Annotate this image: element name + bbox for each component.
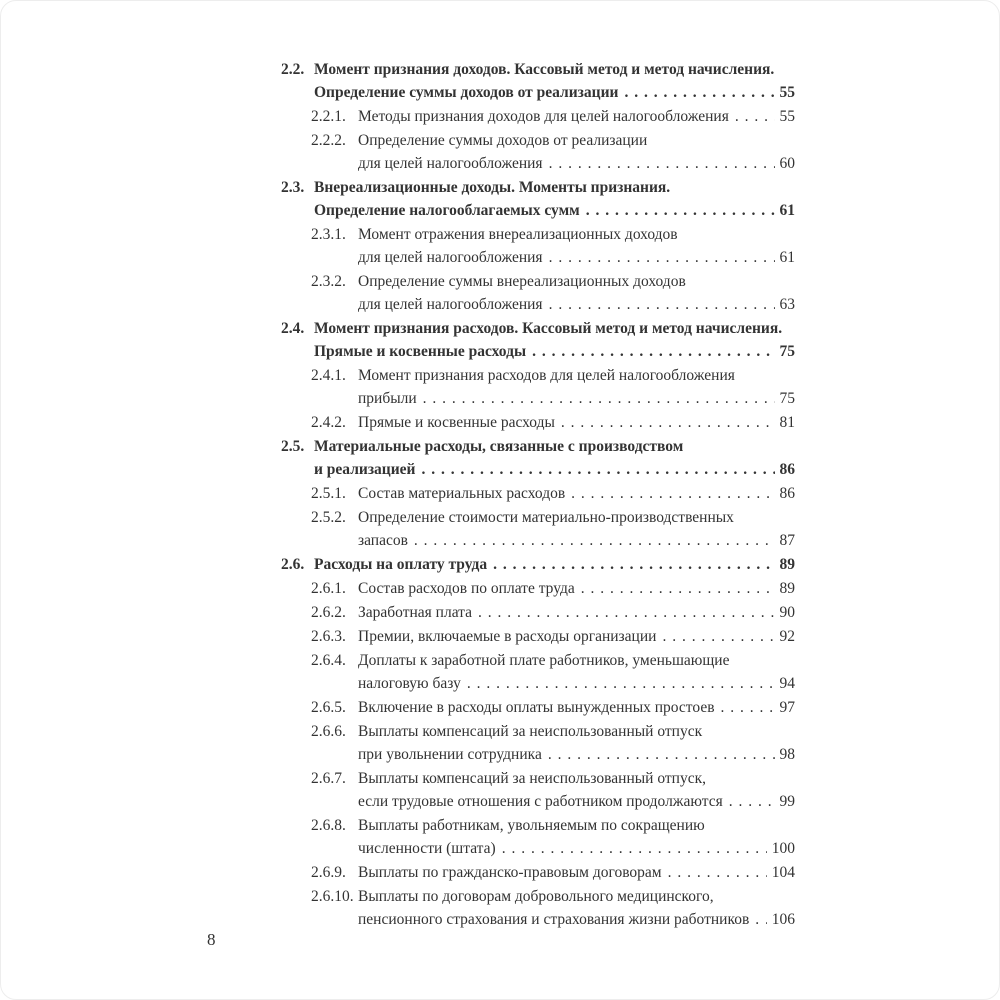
toc-entry-page: 104 [771,864,795,881]
toc-entry-title: Методы признания доходов для целей налогообложения [358,108,729,125]
toc-entry-number: 2.5. [281,438,305,455]
dot-leader [549,293,775,316]
toc-entry-line [314,176,795,199]
toc-entry-page: 99 [779,793,795,810]
toc-entry-line [358,790,795,813]
toc-entry-number: 2.3.2. [311,273,346,290]
toc-entry [281,58,795,104]
toc-entry-number: 2.6.10. [311,888,354,905]
toc-entry-page: 97 [779,699,795,716]
toc-entry [311,601,795,624]
toc-entry-line [358,908,795,931]
toc-entry-title: Состав материальных расходов [358,485,566,502]
toc-entry-title: для целей налогообложения [358,296,543,313]
toc-entry-title: Определение суммы внереализационных доходов [358,273,686,290]
toc-entry [311,105,795,128]
toc-entry-title: Момент признания доходов. Кассовый метод и метод начисления. [314,61,775,78]
toc-entry-line [358,672,795,695]
toc-entry-title: запасов [358,532,408,549]
dot-leader [478,601,774,624]
toc-entry-title: Расходы на оплату труда [314,556,488,573]
dot-leader [502,837,767,860]
toc-entry-lines [314,58,795,104]
toc-entry-lines [358,625,795,648]
toc-entry-number: 2.6.9. [311,864,346,881]
toc-entry-lines [314,176,795,222]
toc-entry-title: прибыли [358,390,417,407]
toc-entry-title: если трудовые отношения с работником продолжаются [358,793,723,810]
toc-entry [311,767,795,813]
toc-entry-lines [314,553,795,576]
dot-leader [532,340,774,363]
dot-leader [414,529,775,552]
toc-entry-line [358,743,795,766]
toc-entry [311,861,795,884]
toc-entry-page: 61 [779,249,795,266]
toc-entry-lines [358,720,795,766]
toc-entry-line [314,340,795,363]
toc-entry-line [358,885,795,908]
toc-entry-title: для целей налогообложения [358,249,543,266]
dot-leader [423,387,775,410]
toc-entry-title: и реализацией [314,461,416,478]
dot-leader [561,411,775,434]
toc-entry-line [358,861,795,884]
toc-entry-lines [358,105,795,128]
toc-entry-page: 90 [779,604,795,621]
toc-entry-page: 89 [779,580,795,597]
toc-entry-title: Определение суммы доходов от реализации [358,132,648,149]
toc-entry-title: Момент признания расходов. Кассовый метод и метод начисления. [314,320,783,337]
toc-entry-line [314,458,795,481]
toc-entry [311,129,795,175]
toc-entry-page: 55 [779,108,795,125]
toc-entry-number: 2.6.3. [311,628,346,645]
toc-entry-lines [358,129,795,175]
toc-entry-number: 2.3.1. [311,226,346,243]
toc-entry-title: Премии, включаемые в расходы организации [358,628,657,645]
toc-entry-line [314,553,795,576]
toc-entry-line [358,529,795,552]
toc-entry [311,814,795,860]
toc-entry-lines [358,814,795,860]
toc-entry-title: Выплаты компенсаций за неиспользованный отпуск, [358,770,706,787]
toc-entry-number: 2.2. [281,61,305,78]
toc-entry-lines [358,861,795,884]
toc-entry-line [314,317,795,340]
toc-entry-line [358,246,795,269]
toc-entry-number: 2.4.1. [311,367,346,384]
toc-entry-title: пенсионного страхования и страхования жизни работников [358,911,750,928]
dot-leader [624,81,774,104]
dot-leader [467,672,775,695]
dot-leader [586,199,775,222]
dot-leader [662,625,774,648]
toc-entry-line [358,767,795,790]
toc-entry-page: 94 [779,675,795,692]
toc-entry-page: 100 [771,840,795,857]
toc-entry-line [358,506,795,529]
toc-entry-number: 2.4.2. [311,414,346,431]
toc-entry [281,553,795,576]
toc-entry-title: Определение суммы доходов от реализации [314,84,619,101]
toc-entry-number: 2.2.2. [311,132,346,149]
toc-entry-title: Состав расходов по оплате труда [358,580,575,597]
toc-entry-page: 55 [779,84,795,101]
toc-entry-page: 63 [779,296,795,313]
toc-entry-lines [358,767,795,813]
toc-entry-line [358,625,795,648]
toc-entry-lines [314,317,795,363]
toc-entry-title: Внереализационные доходы. Моменты признания. [314,179,671,196]
toc-entry-number: 2.6.4. [311,652,346,669]
toc-entry-page: 92 [779,628,795,645]
toc-entry-title: Материальные расходы, связанные с производством [314,438,684,455]
toc-entry-line [314,199,795,222]
toc-entry-title: Выплаты компенсаций за неиспользованный отпуск [358,723,703,740]
dot-leader [493,553,774,576]
toc-entry [281,176,795,222]
toc-entry [311,506,795,552]
toc-entry-title: Включение в расходы оплаты вынужденных простоев [358,699,715,716]
toc-entry-title: Определение налогооблагаемых сумм [314,202,580,219]
toc-list [281,58,795,932]
toc-entry [311,364,795,410]
toc-entry-line [358,482,795,505]
dot-leader [755,908,766,931]
toc-entry [281,317,795,363]
toc-entry-line [358,129,795,152]
dot-leader [571,482,774,505]
toc-entry-page: 60 [779,155,795,172]
toc-entry [311,223,795,269]
toc-entry-lines [358,482,795,505]
toc-entry [311,885,795,931]
dot-leader [421,458,774,481]
toc-entry [311,625,795,648]
toc-entry-lines [358,885,795,931]
dot-leader [729,790,775,813]
toc-entry-page: 61 [779,202,795,219]
toc-entry-lines [358,696,795,719]
toc-entry-title: Доплаты к заработной плате работников, уменьшающие [358,652,730,669]
toc-entry-line [358,105,795,128]
dot-leader [735,105,775,128]
toc-entry-line [358,411,795,434]
toc-entry [311,649,795,695]
toc-entry [311,270,795,316]
toc-entry-line [314,435,795,458]
toc-entry-line [358,720,795,743]
toc-entry-title: Выплаты по договорам добровольного медицинского, [358,888,714,905]
toc-entry-title: Выплаты по гражданско-правовым договорам [358,864,662,881]
toc-entry-page: 81 [779,414,795,431]
toc-entry-line [358,152,795,175]
toc-entry-lines [358,601,795,624]
toc-entry-title: Момент признания расходов для целей налогообложения [358,367,735,384]
toc-entry-number: 2.6.2. [311,604,346,621]
toc-entry [311,411,795,434]
toc-entry [311,482,795,505]
toc-entry-lines [358,223,795,269]
toc-entry-page: 86 [779,485,795,502]
toc-entry-title: Заработная плата [358,604,473,621]
toc-entry-title: Определение стоимости материально-производственных [358,509,734,526]
dot-leader [721,696,775,719]
toc-entry-number: 2.3. [281,179,305,196]
toc-entry-title: Прямые и косвенные расходы [314,343,527,360]
toc-entry-line [358,837,795,860]
toc-entry-line [358,223,795,246]
toc-entry-title: численности (штата) [358,840,496,857]
toc-entry-title: Момент отражения внереализационных доходов [358,226,678,243]
toc-entry-lines [358,649,795,695]
page-number-footer: 8 [207,930,216,949]
toc-entry-page: 75 [779,390,795,407]
toc-entry-page: 87 [779,532,795,549]
toc-entry [311,696,795,719]
dot-leader [549,246,775,269]
toc-entry-number: 2.5.1. [311,485,346,502]
toc-entry-number: 2.5.2. [311,509,346,526]
toc-entry-lines [358,577,795,600]
dot-leader [581,577,775,600]
toc-entry-lines [358,506,795,552]
toc-entry-page: 75 [779,343,795,360]
toc-entry [311,720,795,766]
toc-entry-number: 2.6.7. [311,770,346,787]
toc-entry-title: для целей налогообложения [358,155,543,172]
toc-entry-line [358,814,795,837]
toc-entry-title: Выплаты работникам, увольняемым по сокращению [358,817,705,834]
toc-entry-page: 98 [779,746,795,763]
toc-entry-number: 2.6.8. [311,817,346,834]
toc-entry-lines [358,364,795,410]
toc-entry-number: 2.6.6. [311,723,346,740]
toc-entry-number: 2.6.1. [311,580,346,597]
dot-leader [549,152,775,175]
toc-entry-line [314,81,795,104]
toc-entry-number: 2.4. [281,320,305,337]
toc-entry-line [314,58,795,81]
toc-entry-title: Прямые и косвенные расходы [358,414,555,431]
toc-entry [311,577,795,600]
toc-entry-page: 86 [779,461,795,478]
toc-entry-number: 2.6. [281,556,305,573]
toc-entry-line [358,364,795,387]
dot-leader [548,743,775,766]
toc-entry-line [358,387,795,410]
dot-leader [668,861,767,884]
toc-entry-line [358,696,795,719]
toc-entry-page: 106 [771,911,795,928]
toc-entry-lines [314,435,795,481]
toc-entry-title: налоговую базу [358,675,461,692]
toc-entry [281,435,795,481]
toc-entry-number: 2.6.5. [311,699,346,716]
toc-entry-line [358,270,795,293]
toc-entry-line [358,293,795,316]
toc-entry-line [358,649,795,672]
toc-entry-page: 89 [779,556,795,573]
toc-entry-lines [358,411,795,434]
toc-entry-line [358,601,795,624]
toc-entry-lines [358,270,795,316]
toc-entry-number: 2.2.1. [311,108,346,125]
toc-entry-title: при увольнении сотрудника [358,746,542,763]
toc-entry-line [358,577,795,600]
